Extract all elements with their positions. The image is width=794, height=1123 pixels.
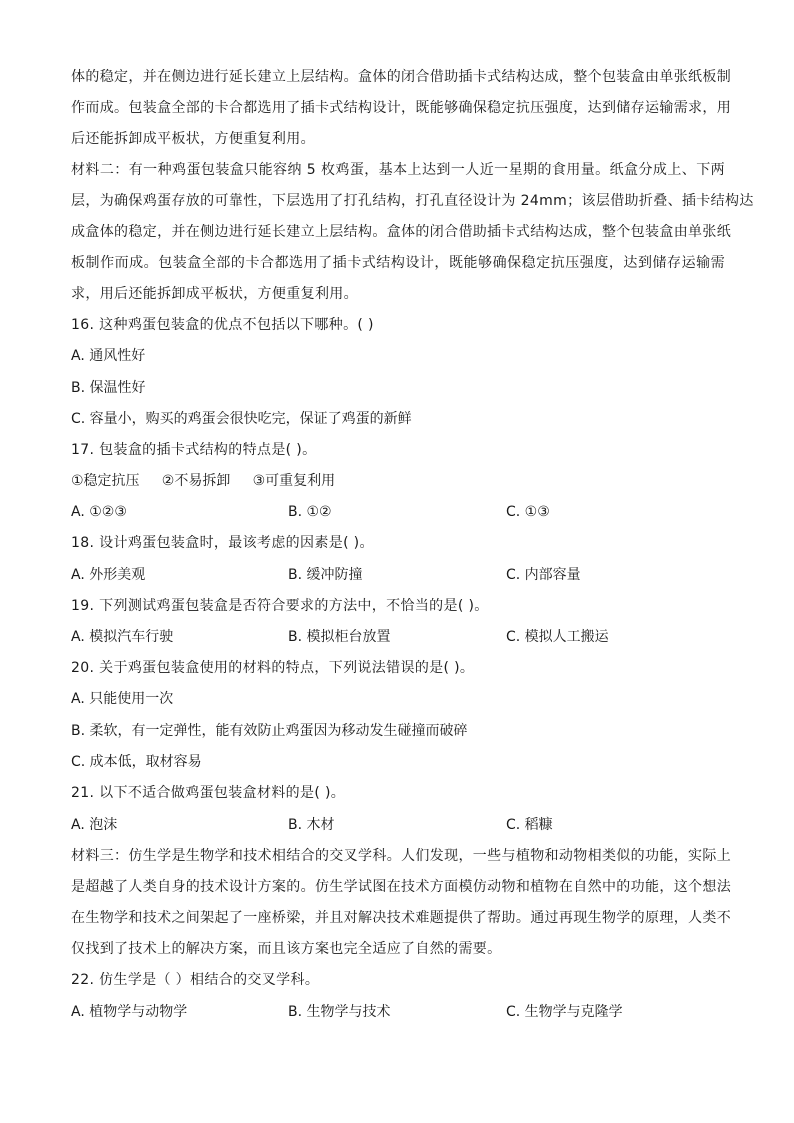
question-16-option-b: B. 保温性好 xyxy=(71,380,146,396)
question-18-option-b: B. 缓冲防撞 xyxy=(288,567,363,583)
question-18-option-c: C. 内部容量 xyxy=(506,567,581,583)
question-17-statements: ①稳定抗压 ②不易拆卸 ③可重复利用 xyxy=(71,473,336,489)
question-20-option-b: B. 柔软，有一定弹性，能有效防止鸡蛋因为移动发生碰撞而破碎 xyxy=(71,723,468,739)
question-21-option-c: C. 稻糠 xyxy=(506,817,553,833)
question-19-option-b: B. 模拟柜台放置 xyxy=(288,629,391,645)
question-21-option-b: B. 木材 xyxy=(288,817,335,833)
question-16-option-c: C. 容量小，购买的鸡蛋会很快吃完，保证了鸡蛋的新鲜 xyxy=(71,411,412,427)
question-16-stem: 16. 这种鸡蛋包装盒的优点不包括以下哪种。( ) xyxy=(71,317,374,333)
question-19-option-a: A. 模拟汽车行驶 xyxy=(71,629,174,645)
material-2-line: 板制作而成。包装盒全部的卡合都选用了插卡式结构设计，既能够确保稳定抗压强度，达到储存运输需 xyxy=(71,255,725,271)
question-17-option-c: C. ①③ xyxy=(506,504,550,520)
paragraph-line: 作而成。包装盒全部的卡合都选用了插卡式结构设计，既能够确保稳定抗压强度，达到储存运输需求，用 xyxy=(71,100,732,116)
question-16-option-a: A. 通风性好 xyxy=(71,348,146,364)
question-17-stem: 17. 包装盒的插卡式结构的特点是( )。 xyxy=(71,442,317,458)
paragraph-line: 体的稳定，并在侧边进行延长建立上层结构。盒体的闭合借助插卡式结构达成，整个包装盒由单张纸板制 xyxy=(71,69,732,85)
material-2-line: 材料二：有一种鸡蛋包装盒只能容纳 5 枚鸡蛋，基本上达到一人近一星期的食用量。纸盒分成上、下两 xyxy=(71,162,725,178)
question-22-option-b: B. 生物学与技术 xyxy=(288,1004,391,1020)
question-17-option-b: B. ①② xyxy=(288,504,332,520)
question-20-option-c: C. 成本低，取材容易 xyxy=(71,754,202,770)
question-18-stem: 18. 设计鸡蛋包装盒时，最该考虑的因素是( )。 xyxy=(71,535,374,551)
material-2-line: 求，用后还能拆卸成平板状，方便重复利用。 xyxy=(71,286,358,302)
question-21-stem: 21. 以下不适合做鸡蛋包装盒材料的是( )。 xyxy=(71,785,346,801)
material-3-line: 在生物学和技术之间架起了一座桥梁，并且对解决技术难题提供了帮助。通过再现生物学的原理，人类不 xyxy=(71,910,732,926)
question-19-option-c: C. 模拟人工搬运 xyxy=(506,629,609,645)
question-17-option-a: A. ①②③ xyxy=(71,504,127,520)
question-21-option-a: A. 泡沫 xyxy=(71,817,118,833)
material-2-line: 成盒体的稳定，并在侧边进行延长建立上层结构。盒体的闭合借助插卡式结构达成，整个包装盒由单张纸 xyxy=(71,224,732,240)
paragraph-line: 后还能拆卸成平板状，方便重复利用。 xyxy=(71,131,315,147)
material-3-line: 是超越了人类自身的技术设计方案的。仿生学试图在技术方面模仿动物和植物在自然中的功能，这个想法 xyxy=(71,879,732,895)
question-20-stem: 20. 关于鸡蛋包装盒使用的材料的特点，下列说法错误的是( )。 xyxy=(71,660,475,676)
question-22-option-a: A. 植物学与动物学 xyxy=(71,1004,188,1020)
question-22-stem: 22. 仿生学是（ ）相结合的交叉学科。 xyxy=(71,972,320,988)
material-2-line: 层，为确保鸡蛋存放的可靠性，下层选用了打孔结构，打孔直径设计为 24mm；该层借助折叠、插卡结构达 xyxy=(71,193,754,209)
material-3-line: 材料三：仿生学是生物学和技术相结合的交叉学科。人们发现，一些与植物和动物相类似的功能，实际上 xyxy=(71,848,732,864)
question-19-stem: 19. 下列测试鸡蛋包装盒是否符合要求的方法中，不恰当的是( )。 xyxy=(71,598,489,614)
question-18-option-a: A. 外形美观 xyxy=(71,567,146,583)
material-3-line: 仅找到了技术上的解决方案，而且该方案也完全适应了自然的需要。 xyxy=(71,941,502,957)
question-20-option-a: A. 只能使用一次 xyxy=(71,691,174,707)
question-22-option-c: C. 生物学与克隆学 xyxy=(506,1004,623,1020)
